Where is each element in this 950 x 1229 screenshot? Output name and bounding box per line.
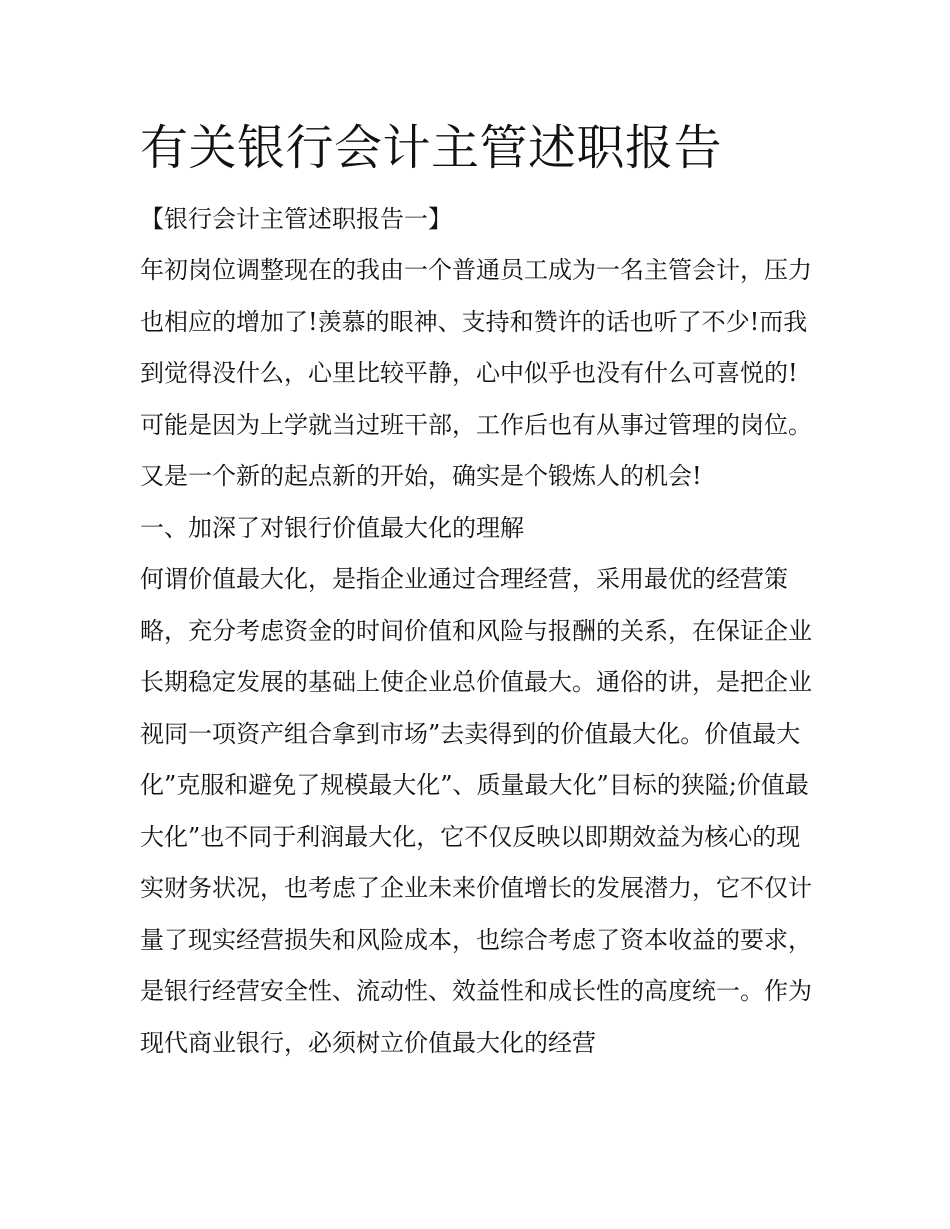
section-heading-1: 一、加深了对银行价值最大化的理解 xyxy=(140,513,524,542)
document-title: 有关银行会计主管述职报告 xyxy=(140,120,723,176)
document-body xyxy=(140,112,812,1069)
paragraph-value-maximization: 何谓价值最大化，是指企业通过合理经营，采用最优的经营策略，充分考虑资金的时间价值和风险与报酬的关系，在保证企业长期稳定发展的基础上使企业总价值最大。通俗的讲，是把企业视同一项资产组合拿到市场”去卖得到的价值最大化。价值最大化”克服和避免了规模最大化”、质量最大化”目标的狭隘;价值最大化”也不同于利润最大化，它不仅反映以即期效益为核心的现实财务状况，也考虑了企业未来价值增长的发展潜力，它不仅计量了现实经营损失和风险成本，也综合考虑了资本收益的要求，是银行经营安全性、流动性、效益性和成长性的高度统一。作为现代商业银行，必须树立价值最大化的经营 xyxy=(140,565,812,1057)
paragraph-intro: 年初岗位调整现在的我由一个普通员工成为一名主管会计，压力也相应的增加了!羡慕的眼神、支持和赞许的话也听了不少!而我到觉得没什么，心里比较平静，心中似乎也没有什么可喜悦的!可能是因为上学就当过班干部，工作后也有从事过管理的岗位。又是一个新的起点新的开始，确实是个锻炼人的机会! xyxy=(140,256,812,490)
section-label: 【银行会计主管述职报告一】 xyxy=(140,205,452,233)
